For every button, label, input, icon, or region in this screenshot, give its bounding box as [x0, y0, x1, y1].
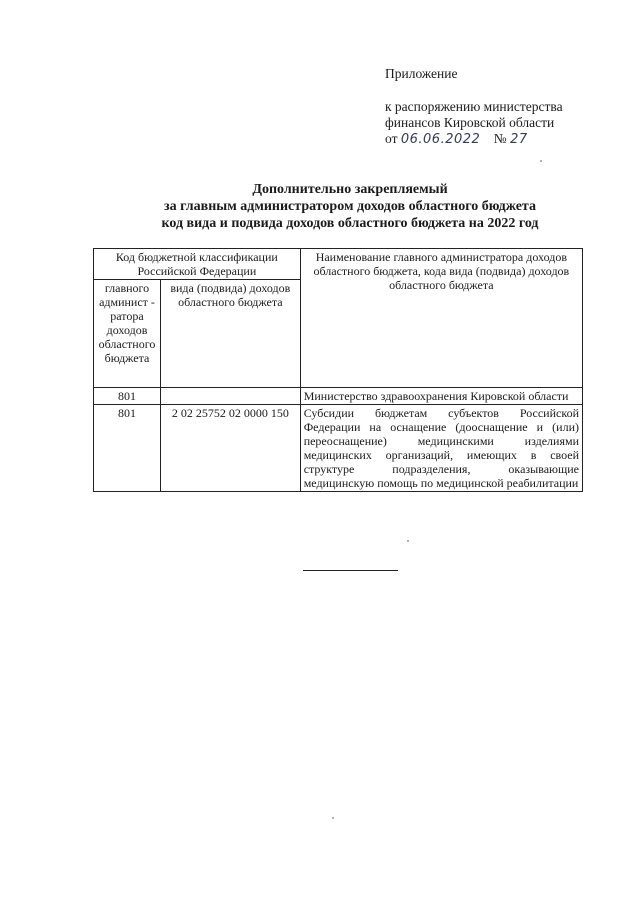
title-line-2: за главным администратором доходов областного бюджета — [164, 199, 536, 214]
cell-admin: 801 — [94, 405, 161, 492]
date-prefix: от — [385, 131, 398, 146]
closing-line — [303, 570, 398, 571]
cell-kind: 2 02 25752 02 0000 150 — [160, 405, 300, 492]
scan-speck — [407, 540, 409, 542]
document-title — [100, 181, 600, 232]
header-name: Наименование главного администратора доходов областного бюджета, кода вида (подвида) доходов областного бюджета — [300, 249, 582, 388]
title-line-1: Дополнительно закрепляемый — [252, 182, 448, 197]
header-kind: вида (подвида) доходов областного бюджета — [160, 280, 300, 388]
table-row — [94, 388, 583, 405]
cell-name: Субсидии бюджетам субъектов Российской Федерации на оснащение (дооснащение и (или) переоснащение) медицинскими изделиями медицинских организаций, имеющих в своей структуре подразделения, оказывающие медицинскую помощь по медицинской реабилитации — [300, 405, 582, 492]
header-code-group: Код бюджетной классификации Российской Федерации — [94, 249, 301, 280]
appendix-block — [385, 66, 635, 148]
appendix-ministry-line: финансов Кировской области — [385, 115, 555, 130]
scan-speck — [540, 160, 542, 162]
number-prefix: № — [493, 131, 507, 146]
handwritten-number: 27 — [510, 132, 528, 147]
budget-classification-table — [93, 248, 583, 492]
appendix-title: Приложение — [385, 66, 458, 81]
appendix-date-line — [385, 131, 635, 148]
cell-kind — [160, 388, 300, 405]
appendix-order-line: к распоряжению министерства — [385, 99, 563, 114]
table-header-row — [94, 249, 583, 280]
cell-name: Министерство здравоохранения Кировской области — [300, 388, 582, 405]
scan-speck — [332, 817, 334, 819]
title-line-3: код вида и подвида доходов областного бюджета на 2022 год — [161, 216, 539, 231]
cell-admin: 801 — [94, 388, 161, 405]
handwritten-date: 06.06.2022 — [400, 132, 481, 147]
header-admin: главного админист - ратора доходов областного бюджета — [94, 280, 161, 388]
table-row — [94, 405, 583, 492]
